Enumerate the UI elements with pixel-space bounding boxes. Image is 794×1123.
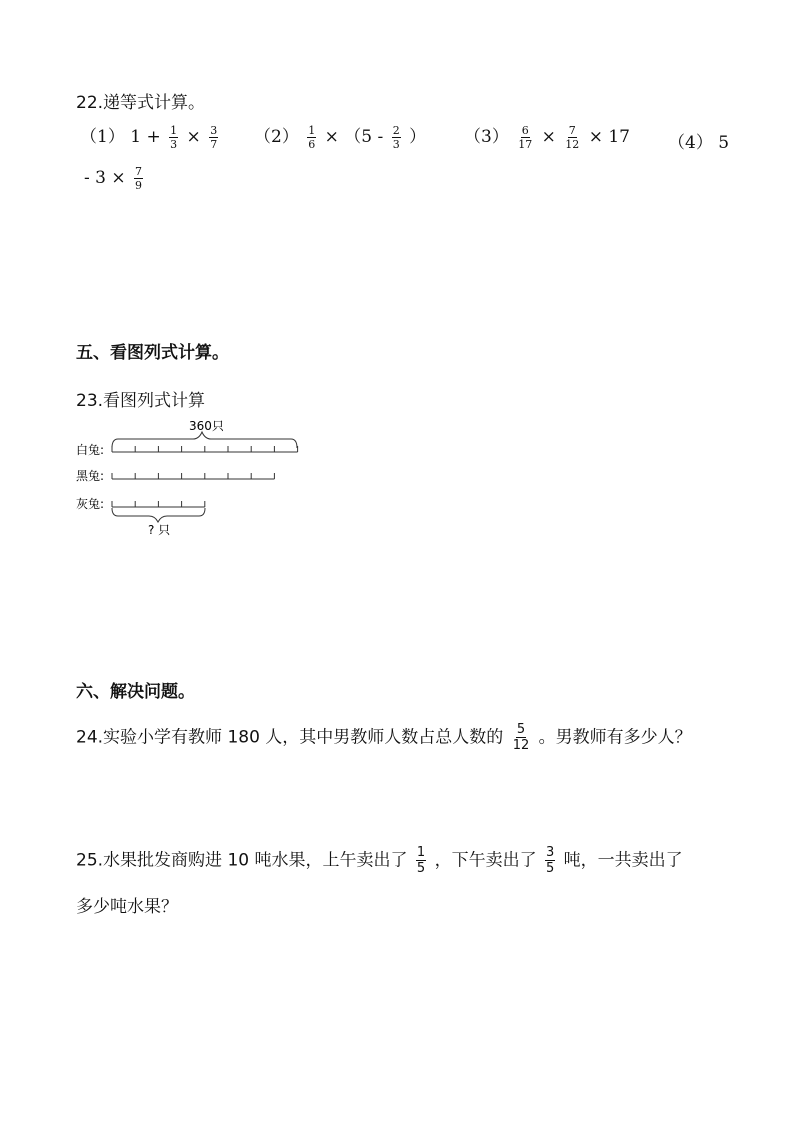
q25-text-a: 25.水果批发商购进 10 吨水果，上午卖出了 bbox=[76, 850, 408, 871]
part-label: （2） bbox=[254, 127, 299, 147]
part-label: （1） bbox=[80, 127, 125, 147]
q25-text-b: ，下午卖出了 bbox=[434, 850, 537, 871]
q25 bbox=[76, 845, 683, 876]
q22-part4 bbox=[668, 128, 729, 153]
fraction: $\frac{1}{6}$ bbox=[308, 124, 316, 151]
paren-close: ） bbox=[409, 127, 427, 147]
q22-part3 bbox=[464, 122, 630, 151]
operator: × bbox=[186, 127, 201, 147]
total-label: 360只 bbox=[189, 419, 224, 433]
paren-open: （5 bbox=[344, 127, 373, 147]
q24-text-b: 。男教师有多少人？ bbox=[538, 727, 692, 748]
number: 5 bbox=[718, 133, 730, 153]
q25-text-c: 吨，一共卖出了 bbox=[563, 850, 683, 871]
fraction: $\frac{7}{12}$ bbox=[565, 124, 580, 151]
black-rabbit-bar bbox=[112, 473, 274, 479]
fraction: $\frac{7}{9}$ bbox=[135, 165, 143, 192]
top-brace bbox=[112, 432, 297, 448]
part-label: （4） bbox=[668, 133, 713, 153]
operator: × bbox=[324, 127, 339, 147]
q22-title: 22.递等式计算。 bbox=[76, 93, 206, 113]
bottom-brace bbox=[112, 508, 205, 522]
part-label: （3） bbox=[464, 127, 509, 147]
fraction: $\frac{1}{3}$ bbox=[170, 124, 178, 151]
q23-title: 23.看图列式计算 bbox=[76, 391, 206, 411]
q22-part2 bbox=[254, 122, 426, 151]
q22-part4-cont bbox=[84, 165, 146, 192]
fraction: $\frac{3}{5}$ bbox=[545, 845, 555, 876]
gray-rabbit-label: 灰兔: bbox=[76, 497, 105, 511]
q24-text-a: 24.实验小学有教师 180 人，其中男教师人数占总人数的 bbox=[76, 727, 504, 748]
number: 17 bbox=[608, 127, 630, 147]
operator: + bbox=[146, 127, 161, 147]
operator: - 3 bbox=[84, 168, 106, 188]
operator: - bbox=[377, 127, 384, 147]
black-rabbit-label: 黑兔: bbox=[76, 469, 105, 483]
fraction: $\frac{1}{5}$ bbox=[416, 845, 426, 876]
white-rabbit-label: 白兔: bbox=[76, 443, 105, 457]
fraction: $\frac{2}{3}$ bbox=[392, 124, 400, 151]
operator: × bbox=[111, 168, 126, 188]
section6-title: 六、解决问题。 bbox=[76, 682, 195, 702]
fraction: $\frac{6}{17}$ bbox=[518, 124, 533, 151]
fraction: $\frac{3}{7}$ bbox=[210, 124, 218, 151]
number: 1 bbox=[130, 127, 142, 147]
white-rabbit-bar bbox=[112, 446, 298, 452]
section5-title: 五、看图列式计算。 bbox=[76, 343, 229, 363]
operator: × bbox=[588, 127, 603, 147]
q24 bbox=[76, 722, 692, 753]
rabbit-diagram bbox=[70, 412, 330, 542]
q25-line2: 多少吨水果？ bbox=[76, 897, 178, 917]
operator: × bbox=[541, 127, 556, 147]
unknown-label: ? 只 bbox=[148, 523, 171, 537]
gray-rabbit-bar bbox=[112, 501, 205, 507]
fraction: $\frac{5}{12}$ bbox=[512, 722, 530, 753]
q22-part1 bbox=[80, 122, 221, 151]
